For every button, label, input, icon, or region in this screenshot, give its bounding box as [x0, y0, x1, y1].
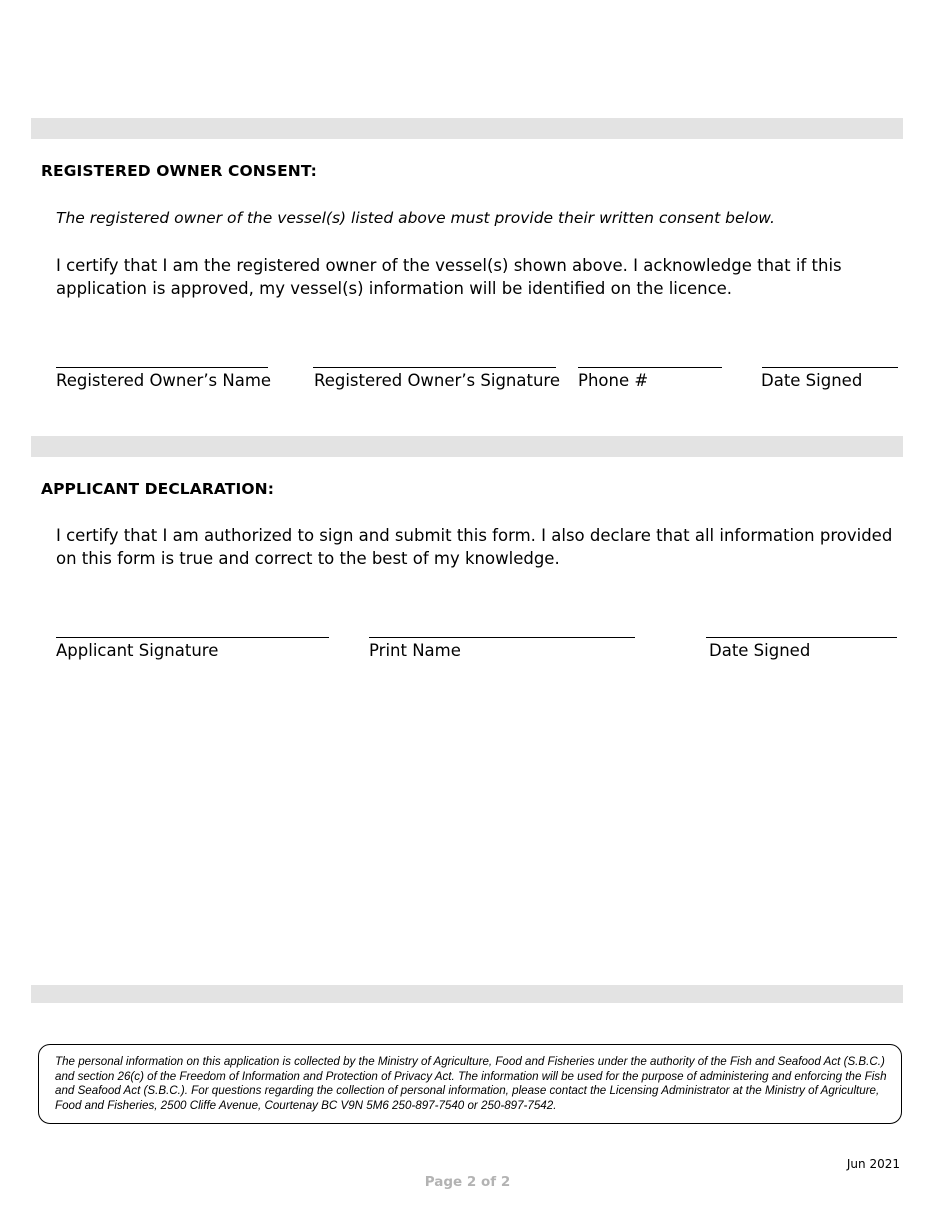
print-name-label: Print Name	[369, 641, 461, 660]
privacy-notice: The personal information on this application is collected by the Ministry of Agriculture, Food and Fisheries under the authority of the Fish and Seafood Act (S.B.C.) and section 26(c) of the Freedom of Information and Protection of Privacy Act. The information will be used for the purpose of administering and enforcing the Fish and Seafood Act (S.B.C.). For questions regarding the collection of personal information, please contact the Licensing Administrator at the Ministry of Agriculture, Food and Fisheries, 2500 Cliffe Avenue, Courtenay BC V9N 5M6 250-897-7540 or 250-897-7542.	[38, 1044, 902, 1124]
applicant-signature-line[interactable]	[56, 637, 329, 638]
owner-name-label: Registered Owner’s Name	[56, 371, 272, 390]
applicant-declaration-title: APPLICANT DECLARATION:	[41, 480, 274, 498]
applicant-signature-label: Applicant Signature	[56, 641, 219, 660]
owner-name-line[interactable]	[56, 367, 268, 368]
page-number: Page 2 of 2	[424, 1174, 511, 1190]
owner-date-line[interactable]	[762, 367, 898, 368]
owner-phone-line[interactable]	[578, 367, 722, 368]
form-date-code: Jun 2021	[846, 1157, 900, 1171]
owner-consent-statement: I certify that I am the registered owner of the vessel(s) shown above. I acknowledge that if this application is approved, my vessel(s) information will be identified on the licence.	[56, 256, 842, 298]
applicant-date-line[interactable]	[706, 637, 897, 638]
applicant-declaration-statement: I certify that I am authorized to sign and submit this form. I also declare that all information provided on this form is true and correct to the best of my knowledge.	[56, 526, 893, 568]
owner-consent-title: REGISTERED OWNER CONSENT:	[41, 162, 317, 180]
owner-consent-note: The registered owner of the vessel(s) listed above must provide their written consent below.	[56, 209, 775, 227]
owner-signature-line[interactable]	[313, 367, 556, 368]
print-name-line[interactable]	[369, 637, 635, 638]
section-divider-top	[31, 118, 903, 139]
applicant-date-label: Date Signed	[709, 641, 811, 660]
section-divider-bottom	[31, 985, 903, 1003]
owner-phone-label: Phone #	[578, 371, 649, 390]
owner-date-label: Date Signed	[761, 371, 863, 390]
section-divider-middle	[31, 436, 903, 457]
owner-signature-label: Registered Owner’s Signature	[314, 371, 561, 390]
